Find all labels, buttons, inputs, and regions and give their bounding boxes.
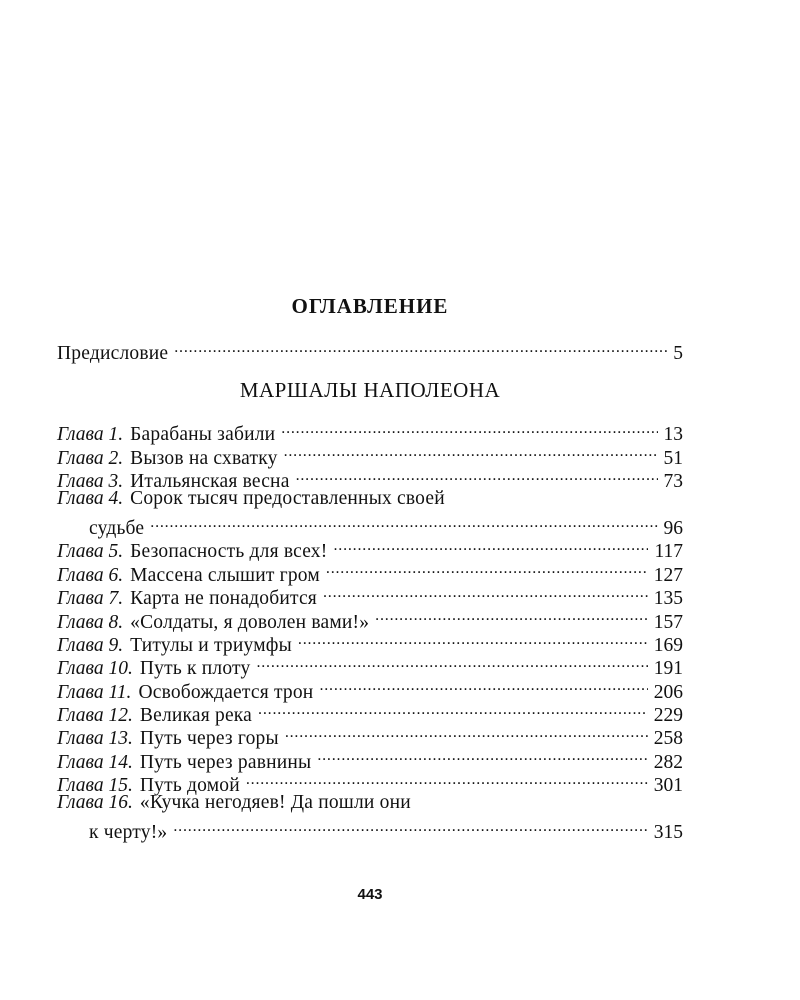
leader-dots [298,628,648,651]
chapter-title: Карта не понадобится [130,588,317,610]
toc-title: ОГЛАВЛЕНИЕ [291,294,449,318]
chapter-page-number: 13 [663,424,683,446]
leader-dots [333,534,648,557]
toc-entry-chapter-16-continuation [57,815,683,844]
leader-dots [256,651,647,674]
chapter-page-number: 117 [654,541,683,563]
chapter-title: Путь через горы [139,728,279,750]
chapter-title: «Кучка негодяев! Да пошли они [139,792,411,814]
chapter-list [57,417,683,844]
leader-dots [319,674,647,697]
chapter-label: Глава 10. [57,658,133,680]
chapter-page-number: 51 [663,447,683,469]
chapter-label: Глава 3. [57,471,124,493]
leader-dots [285,721,648,744]
chapter-title: Путь к плоту [139,658,251,680]
chapter-label: Глава 14. [57,751,133,773]
leader-dots [326,557,648,580]
leader-dots [323,581,648,604]
chapter-label: Глава 2. [57,447,124,469]
chapter-title: Итальянская весна [130,471,290,493]
page-folio-number: 443 [357,886,383,903]
chapter-title: Сорок тысяч предоставленных своей [130,488,445,510]
chapter-page-number: 206 [653,681,683,703]
toc-entry-chapter-4 [57,487,683,510]
chapter-label: Глава 6. [57,564,124,586]
chapter-title: «Солдаты, я доволен вами!» [130,611,370,633]
toc-entry-chapter-4-continuation [57,511,683,539]
chapter-page-number: 157 [653,611,683,633]
chapter-page-number: 135 [653,588,683,610]
toc-entry-chapter-1 [57,417,683,446]
chapter-page-number: 169 [653,634,683,656]
chapter-label: Глава 4. [57,488,124,510]
chapter-title: Массена слышит гром [130,564,320,586]
chapter-label: Глава 15. [57,775,133,797]
chapter-label: Глава 11. [57,681,132,703]
leader-dots [284,440,658,463]
chapter-title: Вызов на схватку [130,447,278,469]
leader-dots [281,417,657,440]
leader-dots [375,604,648,627]
leader-dots [150,511,657,534]
leader-dots [246,768,648,791]
chapter-title: Освобождается трон [138,681,314,703]
leader-dots [173,815,647,838]
chapter-page-number: 229 [653,705,683,727]
preface-page-number: 5 [673,343,683,365]
chapter-page-number: 96 [663,517,683,539]
chapter-title: Безопасность для всех! [130,541,328,563]
chapter-title: Путь домой [139,775,240,797]
toc-entry-chapter-16 [57,791,683,814]
toc-preface-entry [57,336,683,365]
chapter-page-number: 258 [653,728,683,750]
chapter-title-continuation: судьбе [89,517,145,539]
section-title: МАРШАЛЫ НАПОЛЕОНА [239,378,501,402]
leader-dots [296,464,658,487]
chapter-page-number: 301 [653,775,683,797]
chapter-page-number: 315 [653,822,683,844]
chapter-title: Титулы и триумфы [130,634,292,656]
chapter-label: Глава 1. [57,424,124,446]
chapter-label: Глава 5. [57,541,124,563]
chapter-page-number: 73 [663,471,683,493]
leader-dots [174,336,667,359]
chapter-title: Барабаны забили [130,424,276,446]
chapter-title-continuation: к черту!» [89,822,168,844]
chapter-page-number: 191 [653,658,683,680]
preface-title: Предисловие [57,343,169,365]
leader-dots [258,698,648,721]
chapter-page-number: 127 [653,564,683,586]
chapter-page-number: 282 [653,751,683,773]
leader-dots [317,744,647,767]
chapter-label: Глава 8. [57,611,124,633]
chapter-label: Глава 7. [57,588,124,610]
chapter-title: Великая река [139,705,253,727]
toc-entry-chapter-5 [57,534,683,563]
chapter-label: Глава 12. [57,705,133,727]
chapter-label: Глава 16. [57,792,133,814]
chapter-label: Глава 9. [57,634,124,656]
chapter-label: Глава 13. [57,728,133,750]
chapter-title: Путь через равнины [139,751,312,773]
